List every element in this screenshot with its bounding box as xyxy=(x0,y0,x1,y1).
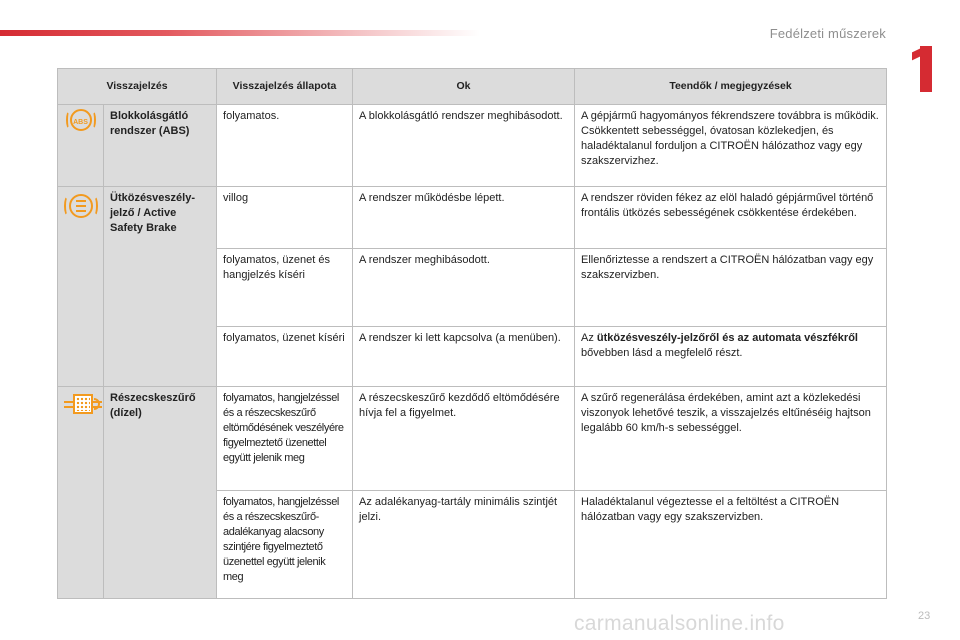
column-header-indicator: Visszajelzés xyxy=(58,69,217,105)
table-row-collision-1 xyxy=(58,187,887,249)
filter-cause-2: Az adalékanyag-tartály minimális szintjét jelzi. xyxy=(353,491,575,599)
section-title: Fedélzeti műszerek xyxy=(769,26,886,41)
filter-state-2: folyamatos, hangjelzéssel és a részecskeszűrő-adalékanyag alacsony szintjére figyelmeztető üzenettel együtt jelenik meg xyxy=(217,491,353,599)
collision-cause-3: A rendszer ki lett kapcsolva (a menüben). xyxy=(353,327,575,387)
filter-state-1: folyamatos, hangjelzéssel és a részecskeszűrő eltömődésének veszélyére figyelmeztető üzenettel együtt jelenik meg xyxy=(217,387,353,491)
warning-lights-table xyxy=(57,68,887,599)
top-accent-bar xyxy=(0,30,480,36)
particle-filter-icon xyxy=(64,391,102,417)
collision-action-3-prefix: Az xyxy=(581,332,594,344)
collision-cause-2: A rendszer meghibásodott. xyxy=(353,249,575,327)
filter-cause-1: A részecskeszűrő kezdődő eltömődésére hívja fel a figyelmet. xyxy=(353,387,575,491)
abs-icon-cell xyxy=(58,105,104,187)
chapter-number-stem xyxy=(920,46,932,92)
collision-action-2: Ellenőriztesse a rendszert a CITROËN hálózatban vagy egy szakszervizben. xyxy=(575,249,887,327)
active-safety-brake-icon xyxy=(64,191,98,221)
abs-name: Blokkolásgátló rendszer (ABS) xyxy=(104,105,217,187)
table-row-abs xyxy=(58,105,887,187)
table-row-filter-1 xyxy=(58,387,887,491)
collision-action-3-suffix: bővebben lásd a megfelelő részt. xyxy=(581,347,743,359)
filter-icon-cell xyxy=(58,387,104,599)
filter-action-1: A szűrő regenerálása érdekében, amint azt a közlekedési viszonyok lehetővé teszik, a visszajelzés eltűnéséig hajtson legalább 60 km/h-s sebességgel. xyxy=(575,387,887,491)
column-header-cause: Ok xyxy=(353,69,575,105)
collision-state-1: villog xyxy=(217,187,353,249)
collision-state-3: folyamatos, üzenet kíséri xyxy=(217,327,353,387)
collision-action-3 xyxy=(575,327,887,387)
table-header-row xyxy=(58,69,887,105)
abs-cause: A blokkolásgátló rendszer meghibásodott. xyxy=(353,105,575,187)
abs-state: folyamatos. xyxy=(217,105,353,187)
column-header-state: Visszajelzés állapota xyxy=(217,69,353,105)
collision-icon-cell xyxy=(58,187,104,387)
column-header-action: Teendők / megjegyzések xyxy=(575,69,887,105)
watermark: carmanualsonline.info xyxy=(574,612,785,635)
page-number: 23 xyxy=(918,610,931,622)
filter-name: Részecskeszűrő (dízel) xyxy=(104,387,217,599)
chapter-number-marker xyxy=(912,46,932,92)
abs-warning-icon: ABS xyxy=(66,109,96,131)
collision-name: Ütközésveszély-jelző / Active Safety Brake xyxy=(104,187,217,387)
abs-action: A gépjármű hagyományos fékrendszere továbbra is működik. Csökkentett sebességgel, óvatosan közlekedjen, és haladéktalanul forduljon a CITROËN hálózathoz vagy egy szakszervizhez. xyxy=(575,105,887,187)
collision-action-3-bold: ütközésveszély-jelzőről és az automata vészfékről xyxy=(596,332,858,344)
collision-action-1: A rendszer röviden fékez az elöl haladó gépjárművel történő frontális ütközés sebességének csökkentése érdekében. xyxy=(575,187,887,249)
collision-state-2: folyamatos, üzenet és hangjelzés kíséri xyxy=(217,249,353,327)
collision-cause-1: A rendszer működésbe lépett. xyxy=(353,187,575,249)
filter-action-2: Haladéktalanul végeztesse el a feltöltést a CITROËN hálózatban vagy egy szakszervizben. xyxy=(575,491,887,599)
